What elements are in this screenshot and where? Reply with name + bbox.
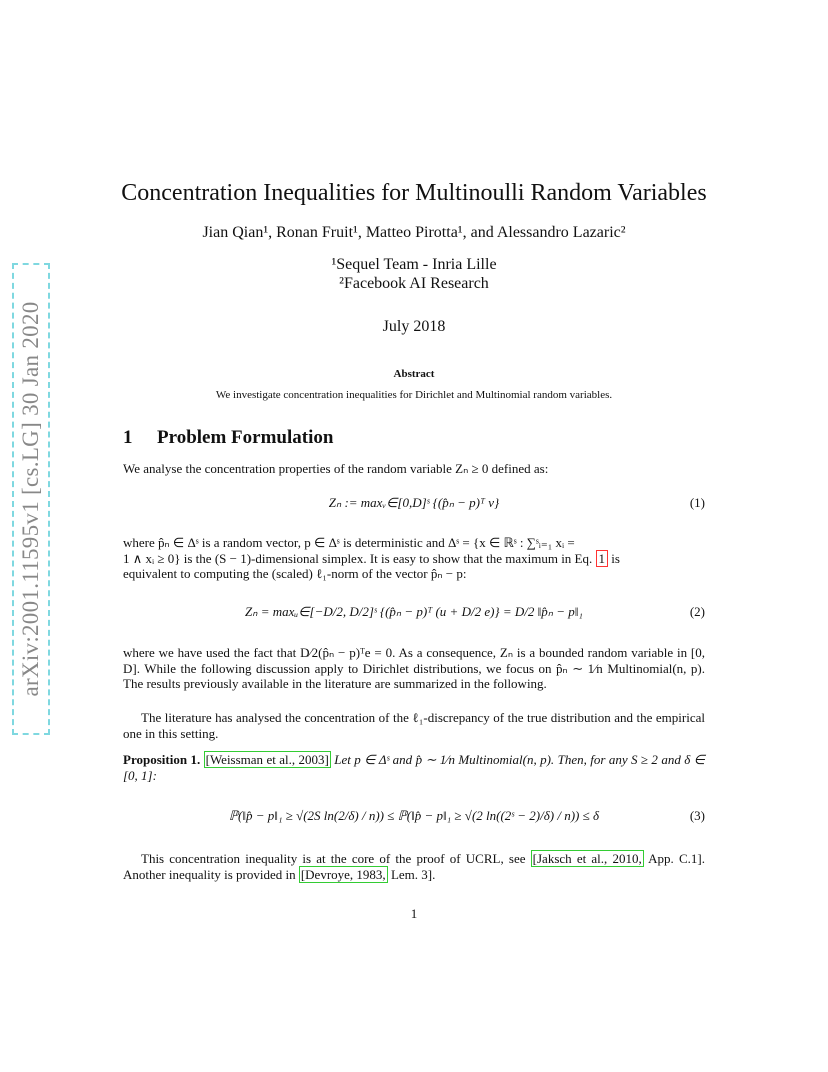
simplex-line-2: 1 ∧ xᵢ ≥ 0} is the (S − 1)-dimensional simplex. It is easy to show that the maximum in Eq. 1 is xyxy=(123,550,620,566)
paragraph-bounded: where we have used the fact that D⁄2(p̂ₙ − p)ᵀe = 0. As a consequence, Zₙ is a bounded random variable in [0, D]. While the following discussion apply to Dirichlet distributions, we focus on p̂ₙ ∼ 1⁄n Multinomial(n, p). The results previously available in the literature are summarized in the following. xyxy=(123,645,705,691)
equation-2-number: (2) xyxy=(689,604,705,619)
paper-date: July 2018 xyxy=(382,318,446,335)
eq-ref-link[interactable]: 1 xyxy=(596,550,609,567)
proposition-text: Let p ∈ Δˢ and p̂ ∼ 1⁄n Multinomial(n, p). Then, for any S ≥ 2 and δ ∈ [0, 1]: xyxy=(123,752,705,783)
equation-2-body: Zₙ = maxᵤ∈[−D/2, D/2]ˢ {(p̂ₙ − p)ᵀ (u + D/2 e)} = D/2 ‖p̂ₙ − p‖₁ xyxy=(245,604,583,619)
proposition-1 xyxy=(123,752,705,783)
section-heading xyxy=(123,427,333,449)
equation-3-number: (3) xyxy=(689,808,705,823)
simplex-line-3: equivalent to computing the (scaled) ℓ₁-norm of the vector p̂ₙ − p: xyxy=(123,566,467,581)
equation-1-number: (1) xyxy=(689,495,705,510)
equation-3-body: ℙ(‖p̂ − p‖₁ ≥ √(2S ln(2/δ) / n)) ≤ ℙ(‖p̂ − p‖₁ ≥ √(2 ln((2ˢ − 2)/δ) / n)) ≤ δ xyxy=(228,808,600,823)
devroye-citation[interactable]: [Devroye, 1983, xyxy=(300,866,386,882)
section-number: 1 xyxy=(123,427,133,448)
equation-3 xyxy=(123,808,705,828)
equation-1 xyxy=(123,495,705,515)
section-title: Problem Formulation xyxy=(157,427,334,448)
equation-2 xyxy=(123,604,705,624)
paragraph-literature: The literature has analysed the concentration of the ℓ₁-discrepancy of the true distribution and the empirical one in this setting. xyxy=(123,710,705,741)
proposition-label: Proposition 1. xyxy=(123,752,201,767)
paragraph-simplex xyxy=(123,535,705,582)
equation-1-body: Zₙ := maxᵥ∈[0,D]ˢ {(p̂ₙ − p)ᵀ v} xyxy=(328,495,500,510)
abstract-heading: Abstract xyxy=(393,368,435,380)
page-number: 1 xyxy=(410,906,418,921)
affiliation-1: ¹Sequel Team - Inria Lille xyxy=(331,256,497,273)
paper-title: Concentration Inequalities for Multinoulli Random Variables xyxy=(121,180,707,206)
author-list: Jian Qian¹, Ronan Fruit¹, Matteo Pirotta¹, and Alessandro Lazaric² xyxy=(202,224,626,241)
simplex-line-1: where p̂ₙ ∈ Δˢ is a random vector, p ∈ Δˢ is deterministic and Δˢ = {x ∈ ℝˢ : ∑ˢᵢ₌₁ xᵢ = xyxy=(123,535,575,550)
jaksch-citation[interactable]: [Jaksch et al., 2010, xyxy=(532,851,642,866)
paragraph-intro: We analyse the concentration properties of the random variable Zₙ ≥ 0 defined as: xyxy=(123,461,549,476)
paragraph-ucrl: This concentration inequality is at the core of the proof of UCRL, see [Jaksch et al., 2010, App. C.1]. Another inequality is provided in [Devroye, 1983, Lem. 3]. xyxy=(123,851,705,882)
weissman-citation[interactable]: [Weissman et al., 2003] xyxy=(205,752,329,767)
affiliation-2: ²Facebook AI Research xyxy=(339,275,489,292)
arxiv-stamp-text: arXiv:2001.11595v1 [cs.LG] 30 Jan 2020 xyxy=(18,301,43,697)
abstract-text: We investigate concentration inequalities for Dirichlet and Multinomial random variables. xyxy=(215,389,613,401)
